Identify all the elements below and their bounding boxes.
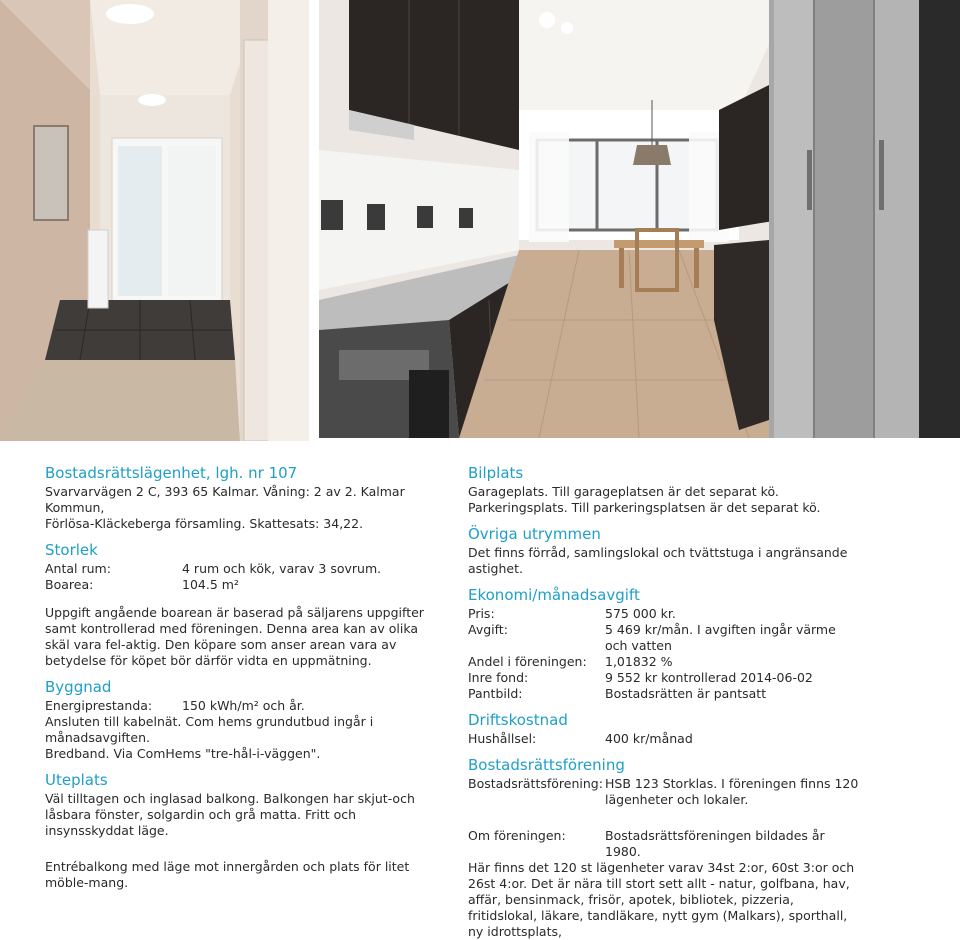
about-text: Här finns det 120 st lägenheter varav 34st 2:or, 60st 3:or och 26st 4:or. Det är nära till stort sett allt - natur, golfbana, hav, affär, bensinmack, frisör, apotek, bibliotek, pizzeria, fritidslokal, läkare, tandläkare, nytt gym (Malkars), sporthall, ny idrottsplats, [468, 860, 855, 939]
share-row [468, 654, 860, 670]
ovriga-text: Det finns förråd, samlingslokal och tvättstuga i angränsande astighet. [468, 545, 848, 576]
pledge-label: Pantbild: [468, 686, 523, 701]
uteplats-text: Väl tilltagen och inglasad balkong. Balkongen har skjut-och låsbara fönster, solgardin och grå matta. Fritt och insynsskyddat läge. [45, 791, 415, 838]
energy-value: 150 kWh/m² och år. [182, 698, 305, 713]
rooms-row [45, 561, 445, 577]
area-note: Uppgift angående boarean är baserad på säljarens uppgifter samt kontrollerad med föreningen. Denna area kan av olika skäl vara fel-aktig. Den köpare som anser arean vara av betydelse för köpet bör därför vidta en uppmätning. [45, 605, 424, 668]
left-column [45, 463, 445, 891]
fund-value: 9 552 kr kontrollerad 2014-06-02 [605, 670, 813, 685]
listing-title: Bostadsrättslägenhet, lgh. nr 107 [45, 464, 298, 482]
ekonomi-heading: Ekonomi/månadsavgift [468, 586, 640, 604]
area-label: Boarea: [45, 577, 94, 592]
share-value: 1,01832 % [605, 654, 673, 669]
forening-name-label: Bostadsrättsförening: [468, 776, 603, 791]
bilplats-heading: Bilplats [468, 464, 524, 482]
forening-name-row [468, 776, 860, 808]
about-row [468, 828, 860, 860]
price-row [468, 606, 860, 622]
rooms-label: Antal rum: [45, 561, 111, 576]
price-label: Pris: [468, 606, 495, 621]
household-value: 400 kr/månad [605, 731, 693, 746]
price-value: 575 000 kr. [605, 606, 676, 621]
drift-heading: Driftskostnad [468, 711, 568, 729]
rooms-value: 4 rum och kök, varav 3 sovrum. [182, 561, 382, 576]
fund-label: Inre fond: [468, 670, 529, 685]
uteplats-extra: Entrébalkong med läge mot innergården och plats för litet möble-mang. [45, 859, 410, 890]
fund-row [468, 670, 860, 686]
household-row [468, 731, 860, 747]
hallway-photo [0, 0, 309, 441]
fee-label: Avgift: [468, 622, 508, 637]
bilplats-line-1: Garageplats. Till garageplatsen är det separat kö. [468, 484, 779, 499]
ovriga-heading: Övriga utrymmen [468, 525, 601, 543]
about-value: Bostadsrättsföreningen bildades år 1980. [605, 828, 825, 859]
share-label: Andel i föreningen: [468, 654, 587, 669]
fee-row [468, 622, 860, 654]
energy-label: Energiprestanda: [45, 698, 153, 713]
address-line-2: Förlösa-Kläckeberga församling. Skattesats: 34,22. [45, 516, 364, 531]
right-column [468, 463, 860, 940]
pledge-row [468, 686, 860, 702]
broadband-text: Bredband. Via ComHems "tre-hål-i-väggen". [45, 746, 321, 761]
forening-name-value: HSB 123 Storklas. I föreningen finns 120 lägenheter och lokaler. [605, 776, 859, 807]
area-row [45, 577, 445, 593]
pledge-value: Bostadsrätten är pantsatt [605, 686, 767, 701]
energy-row [45, 698, 445, 714]
bilplats-line-2: Parkeringsplats. Till parkeringsplatsen är det separat kö. [468, 500, 821, 515]
cable-text: Ansluten till kabelnät. Com hems grundutbud ingår i månadsavgiften. [45, 714, 374, 745]
fee-value: 5 469 kr/mån. I avgiften ingår värme och vatten [605, 622, 836, 653]
address-line-1: Svarvarvägen 2 C, 393 65 Kalmar. Våning: 2 av 2. Kalmar Kommun, [45, 484, 405, 515]
byggnad-heading: Byggnad [45, 678, 112, 696]
about-label: Om föreningen: [468, 828, 566, 843]
kitchen-photo [319, 0, 960, 438]
household-label: Hushållsel: [468, 731, 537, 746]
forening-heading: Bostadsrättsförening [468, 756, 625, 774]
uteplats-heading: Uteplats [45, 771, 108, 789]
storlek-heading: Storlek [45, 541, 98, 559]
area-value: 104.5 m² [182, 577, 239, 592]
